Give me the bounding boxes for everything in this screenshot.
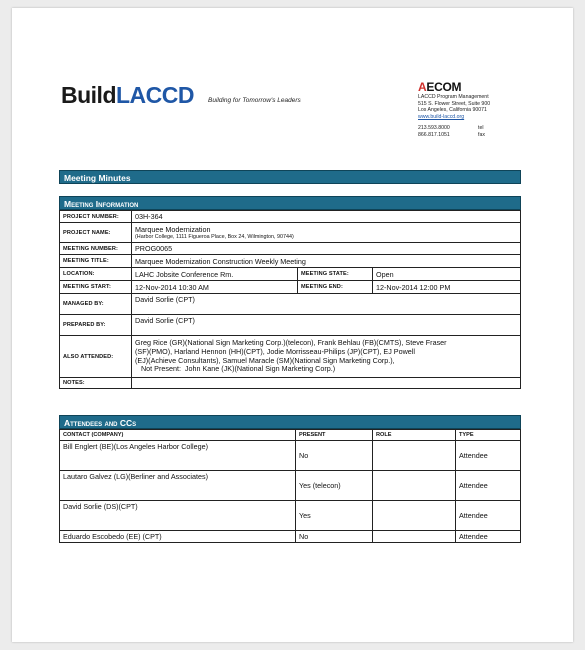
table-row: ALSO ATTENDED: Greg Rice (GR)(National Sign Marketing Corp.)(telecon), Frank Behlau (FB)(CMTS), Steve Fraser (SF)(PMO), Harland Hennon (HH)(CPT), Jodie Morrisseau-Philips (JP)(CPT), EJ Powell (EJ)(Achieve Consultants), Samuel Maracle (SM)(National Sign Marketing Corp.), Not Present: John Kane (JK)(National Sign Marketing Corp.) (60, 336, 521, 378)
meeting-minutes-bar (59, 170, 521, 184)
company-line-2: 515 S. Flower Street, Suite 900 (418, 100, 491, 107)
project-name: Marquee Modernization (135, 225, 211, 234)
attendee-type: Attendee (456, 471, 521, 501)
contact-numbers (418, 125, 490, 138)
also-attended: Greg Rice (GR)(National Sign Marketing Corp.)(telecon), Frank Behlau (FB)(CMTS), Steve Fraser (SF)(PMO), Harland Hennon (HH)(CPT), Jodie Morrisseau-Philips (JP)(CPT), EJ Powell (EJ)(Achieve Consultants), Samuel Maracle (SM)(National Sign Marketing Corp.), Not Present: John Kane (JK)(National Sign Marketing Corp.) (132, 336, 521, 378)
attendee-present: Yes (telecon) (296, 471, 373, 501)
attendees-title: Attendees and CCs (64, 418, 137, 428)
table-row (60, 501, 521, 531)
attendee-type: Attendee (456, 531, 521, 543)
attendee-contact: Bill Englert (BE)(Los Angeles Harbor College) (60, 441, 296, 471)
attendee-role (373, 471, 456, 501)
meeting-start: 12-Nov-2014 10:30 AM (132, 281, 298, 294)
attendees-bar (59, 415, 521, 429)
company-address-block (418, 81, 490, 139)
column-header: ROLE (373, 430, 456, 441)
column-header: PRESENT (296, 430, 373, 441)
company-line-1: LACCD Program Management (418, 94, 489, 100)
attendee-role (373, 501, 456, 531)
table-row: NOTES: (60, 378, 521, 389)
attendees-table (59, 429, 521, 543)
attendee-type: Attendee (456, 501, 521, 531)
table-row: MEETING START: 12-Nov-2014 10:30 AM MEETING END: 12-Nov-2014 12:00 PM (60, 281, 521, 294)
meeting-end: 12-Nov-2014 12:00 PM (373, 281, 521, 294)
table-row (60, 471, 521, 501)
table-row: PROJECT NUMBER: 03H-364 (60, 211, 521, 223)
table-row: PROJECT NAME: Marquee Modernization (Harbor College, 1111 Figueroa Place, Box 24, Wilmington, 90744) (60, 223, 521, 243)
aecom-logo: AECOM (418, 80, 462, 94)
meeting-number: PROG0065 (132, 243, 521, 255)
table-row: MANAGED BY: David Sorlie (CPT) (60, 294, 521, 315)
meeting-information-bar (59, 196, 521, 210)
attendee-contact: Lautaro Galvez (LG)(Berliner and Associates) (60, 471, 296, 501)
meeting-information-title: Meeting Information (64, 199, 139, 209)
table-row: MEETING TITLE: Marquee Modernization Construction Weekly Meeting (60, 255, 521, 268)
project-number: 03H-364 (132, 211, 521, 223)
table-row (60, 531, 521, 543)
fax-number: 866.817.1051 (418, 131, 450, 138)
attendee-present: Yes (296, 501, 373, 531)
prepared-by: David Sorlie (CPT) (132, 315, 521, 336)
project-location: (Harbor College, 1111 Figueroa Place, Box 24, Wilmington, 90744) (135, 234, 294, 240)
attendee-role (373, 441, 456, 471)
attendee-contact: David Sorlie (DS)(CPT) (60, 501, 296, 531)
column-header: TYPE (456, 430, 521, 441)
attendee-present: No (296, 441, 373, 471)
fax-label: fax (478, 131, 485, 138)
attendee-present: No (296, 531, 373, 543)
attendee-contact: Eduardo Escobedo (EE) (CPT) (60, 531, 296, 543)
meeting-state: Open (373, 268, 521, 281)
tagline: Building for Tomorrow's Leaders (208, 97, 301, 104)
table-row: MEETING NUMBER: PROG0065 (60, 243, 521, 255)
phone-number: 213.593.8000 (418, 125, 450, 132)
company-line-3: Los Angeles, California 90071 (418, 107, 487, 114)
attendee-type: Attendee (456, 441, 521, 471)
website-link[interactable]: www.build-laccd.org (418, 113, 465, 120)
table-header-row (60, 430, 521, 441)
notes (132, 378, 521, 389)
buildlaccd-logo: BuildLACCD (61, 82, 194, 108)
table-row (60, 441, 521, 471)
table-row: PREPARED BY: David Sorlie (CPT) (60, 315, 521, 336)
table-row: LOCATION: LAHC Jobsite Conference Rm. MEETING STATE: Open (60, 268, 521, 281)
meeting-location: LAHC Jobsite Conference Rm. (132, 268, 298, 281)
phone-label: tel (478, 125, 484, 132)
managed-by: David Sorlie (CPT) (132, 294, 521, 315)
meeting-title: Marquee Modernization Construction Weekly Meeting (132, 255, 521, 268)
meeting-minutes-title: Meeting Minutes (64, 173, 131, 183)
column-header: CONTACT (COMPANY) (60, 430, 296, 441)
meeting-information-table (59, 210, 521, 389)
document-page (12, 8, 573, 642)
attendee-role (373, 531, 456, 543)
